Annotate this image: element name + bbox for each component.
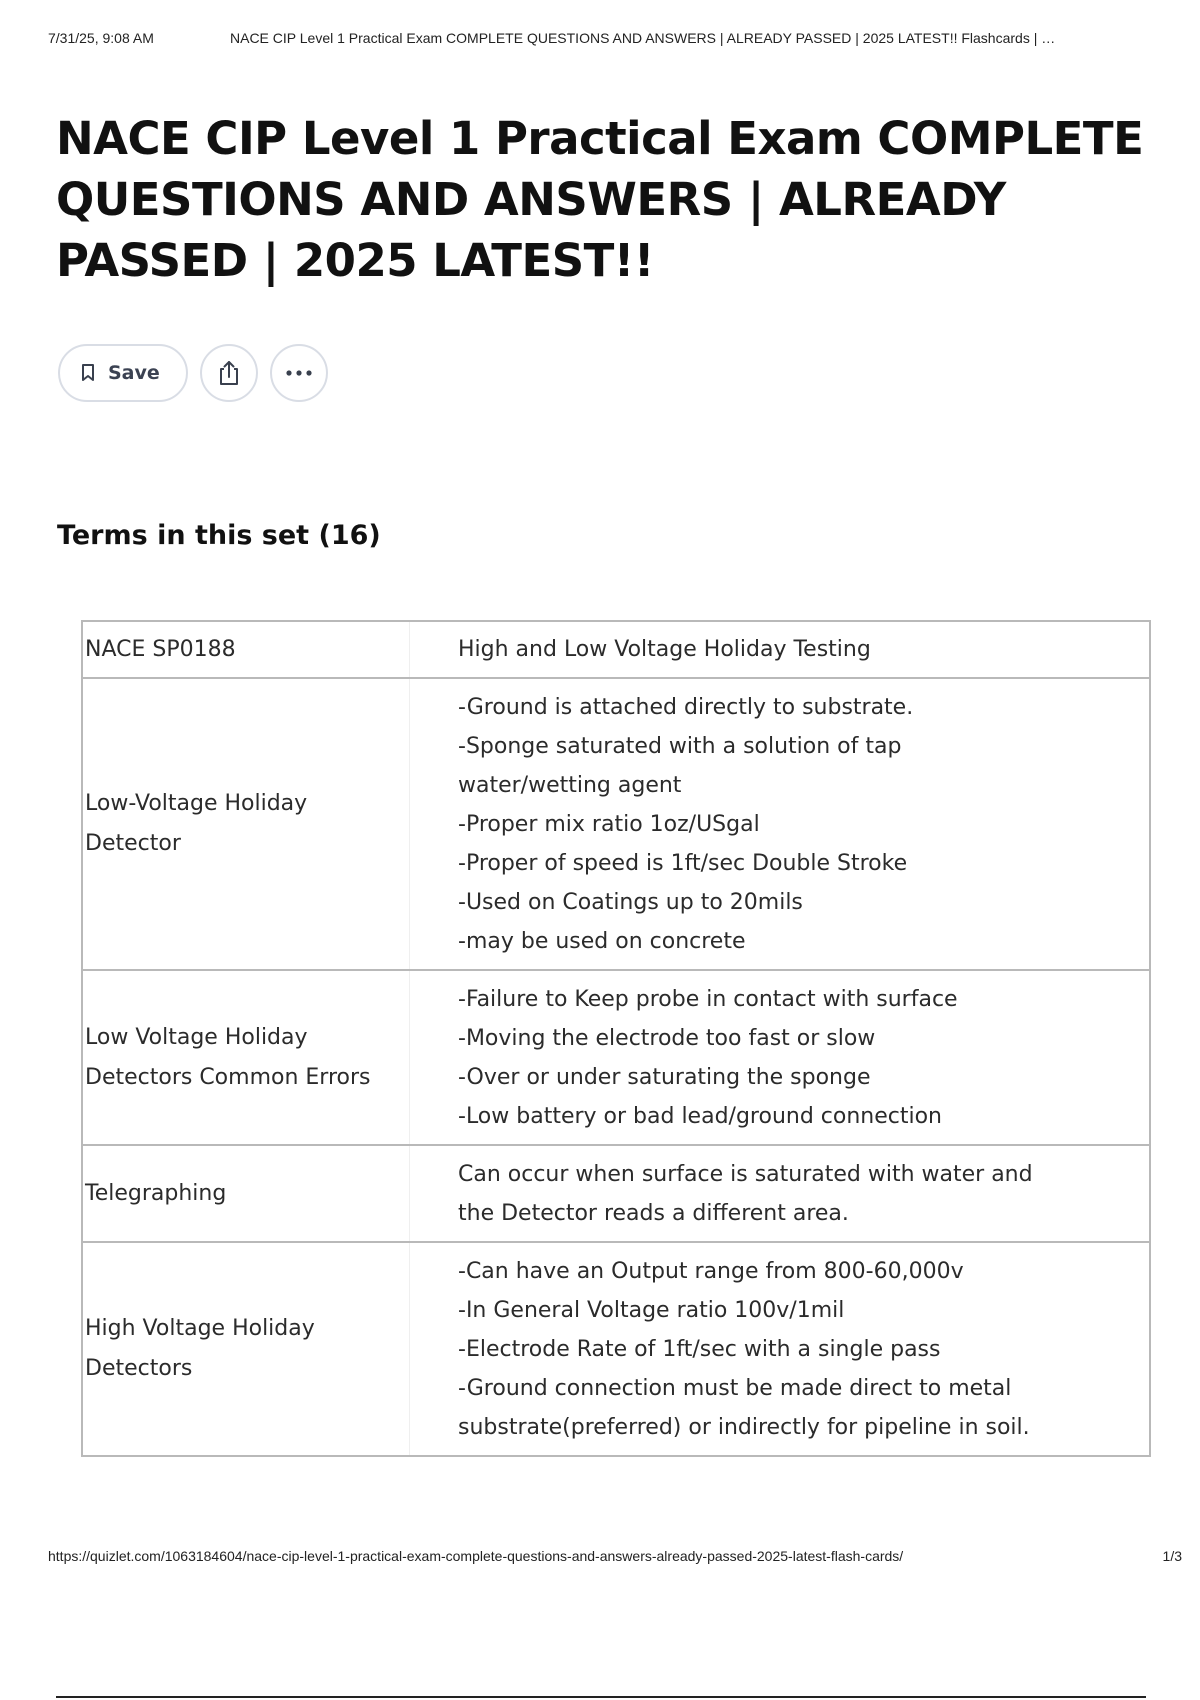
definition-line: water/wetting agent — [458, 772, 682, 798]
definition-line: -In General Voltage ratio 100v/1mil — [458, 1297, 845, 1323]
definition-line: the Detector reads a different area. — [458, 1200, 849, 1226]
definition-line: -Ground is attached directly to substrate. — [458, 694, 914, 720]
page-url: https://quizlet.com/1063184604/nace-cip-level-1-practical-exam-complete-questions-and-answers-already-passed-2025-latest-flash-cards/ — [48, 1548, 904, 1564]
definition-line: -Sponge saturated with a solution of tap — [458, 733, 902, 759]
save-button[interactable] — [58, 344, 188, 402]
definition-line: -Proper of speed is 1ft/sec Double Stroke — [458, 850, 908, 876]
term-cell: Telegraphing — [82, 1145, 410, 1242]
definition-line: -Ground connection must be made direct to metal — [458, 1375, 1012, 1401]
definition-line: substrate(preferred) or indirectly for pipeline in soil. — [458, 1414, 1030, 1440]
more-horizontal-icon — [285, 369, 313, 377]
share-button[interactable] — [200, 344, 258, 402]
terms-table — [81, 620, 1151, 1457]
term-cell: Low Voltage Holiday Detectors Common Errors — [82, 970, 410, 1145]
print-date: 7/31/25, 9:08 AM — [48, 30, 154, 46]
definition-line: -Can have an Output range from 800-60,000v — [458, 1258, 964, 1284]
definition-cell — [410, 621, 1151, 678]
definition-line: -Used on Coatings up to 20mils — [458, 889, 803, 915]
print-document-title: NACE CIP Level 1 Practical Exam COMPLETE QUESTIONS AND ANSWERS | ALREADY PASSED | 2025 LATEST!! Flashcards | … — [230, 30, 1056, 46]
definition-line: High and Low Voltage Holiday Testing — [458, 637, 871, 662]
term-row — [82, 678, 1150, 970]
term-row — [82, 621, 1150, 678]
bookmark-icon — [80, 363, 96, 383]
page-title: NACE CIP Level 1 Practical Exam COMPLETE QUESTIONS AND ANSWERS | ALREADY PASSED | 2025 LATEST!! — [56, 112, 1144, 287]
term-row — [82, 1242, 1150, 1456]
term-cell: Low-Voltage Holiday Detector — [82, 678, 410, 970]
save-button-label: Save — [108, 362, 160, 384]
more-options-button[interactable] — [270, 344, 328, 402]
terms-section-title: Terms in this set (16) — [57, 520, 381, 551]
definition-line: Can occur when surface is saturated with water and — [458, 1161, 1033, 1187]
definition-line: -Proper mix ratio 1oz/USgal — [458, 811, 760, 837]
share-icon — [216, 359, 242, 387]
print-header — [48, 30, 1182, 50]
divider — [56, 1696, 1146, 1698]
definition-line: -Over or under saturating the sponge — [458, 1064, 871, 1090]
definition-line: -Electrode Rate of 1ft/sec with a single pass — [458, 1336, 941, 1362]
action-bar — [58, 343, 328, 403]
term-cell: High Voltage Holiday Detectors — [82, 1242, 410, 1456]
definition-cell — [410, 678, 1151, 970]
definition-line: -Moving the electrode too fast or slow — [458, 1025, 876, 1051]
term-row — [82, 1145, 1150, 1242]
definition-cell — [410, 1242, 1151, 1456]
definition-line: -Low battery or bad lead/ground connection — [458, 1103, 942, 1129]
page-number: 1/3 — [1162, 1548, 1182, 1564]
term-row — [82, 970, 1150, 1145]
definition-cell — [410, 1145, 1151, 1242]
term-cell: NACE SP0188 — [82, 621, 410, 678]
definition-line: -Failure to Keep probe in contact with surface — [458, 986, 958, 1012]
definition-cell — [410, 970, 1151, 1145]
definition-line: -may be used on concrete — [458, 928, 746, 954]
